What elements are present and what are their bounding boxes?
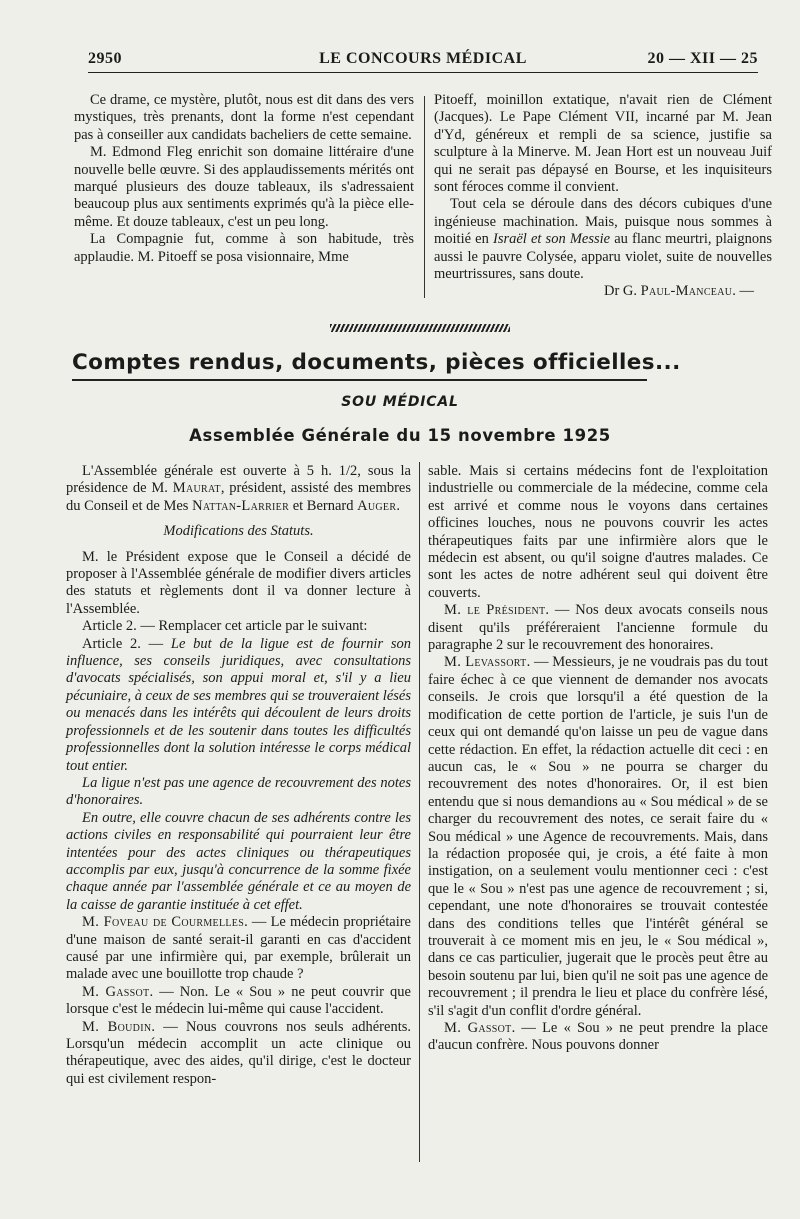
ornamental-rule	[330, 324, 510, 332]
minutes-paragraph: En outre, elle couvre chacun de ses adhérents contre les actions civiles en responsabilité qui pourraient leur être intentées pour des actes cliniques ou thérapeutiques accomplis par eux, jusqu'à concurrence de la somme fixée chaque année par l'assemblée générale et ce au moyen de la caisse de garantie instituée à cet effet.	[66, 809, 411, 913]
minutes-paragraph: M. Levassort. — Messieurs, je ne voudrais pas du tout faire échec à ce que viennent de demander nos avocats conseils. Je crois que lorsqu'il a été question de la modification de cette portion de l'article, je suis l'un de ceux qui ont demandé qu'on laisse un peu de vague dans cette rédaction. En effet, la rédaction actuelle dit ceci : en aucun cas, le « Sou » ne pourra se charger du recouvrement des notes d'honoraires. Or, il est bien entendu que si nous demandions au « Sou médical » de se charger du recouvrement des notes, ce serait faire du « Sou médical » une Agence de recouvrements. Mais, dans la rédaction proposée qui, je crois, a été faite à mon instigation, on a seulement voulu mentionner ceci : c'est que le « Sou » n'est pas une agence de recouvrement ; si, cependant, une note d'honoraires se trouvait contestée dans des conditions telles que l'intérêt général se trouverait à ce moment mis en jeu, le « Sou médical », dans ce cas particulier, jugerait que le procès peut être au besoin soutenu par lui, bien qu'il ne soit pas une agence de recouvrement ; il prendra le lieu et place du confrère lésé, s'il s'agit d'un conflit d'ordre général.	[428, 654, 768, 1019]
minutes-left-column	[66, 463, 411, 1088]
column-divider	[424, 96, 425, 298]
minutes-paragraph: L'Assemblée générale est ouverte à 5 h. 1/2, sous la présidence de M. Maurat, président, assisté des membres du Conseil et de Mes Nattan-Larrier et Bernard Auger.	[66, 463, 411, 514]
review-right-column	[434, 92, 772, 301]
minutes-paragraph: M. Gassot. — Le « Sou » ne peut prendre la place d'aucun confrère. Nous pouvons donner	[428, 1020, 768, 1054]
minutes-paragraph: sable. Mais si certains médecins font de l'exploitation industrielle ou commerciale de la médecine, comme cela est arrivé et comme nous le voyons dans certaines officines louches, nous ne pouvons couvrir les actes thérapeutiques faits par une infirmière alors que le médecin est absent, ou qu'il soigne d'autres malades. Ce sont les actes de notre adhérent seul qui doivent être couverts.	[428, 463, 768, 601]
minutes-paragraph: M. Foveau de Courmelles. — Le médecin propriétaire d'une maison de santé serait-il garanti en cas d'accident causé par une infirmière qui, par exemple, brûlerait un malade avec une bouillotte trop chaude ?	[66, 914, 411, 983]
minutes-paragraph: Article 2. — Remplacer cet article par le suivant:	[82, 618, 368, 635]
journal-title: LE CONCOURS MÉDICAL	[319, 50, 527, 67]
play-title: Israël et son Messie	[493, 231, 611, 248]
minutes-paragraph: M. Gassot. — Non. Le « Sou » ne peut couvrir que lorsque c'est le médecin lui-même qui cause l'accident.	[66, 983, 411, 1018]
modifications-heading: Modifications des Statuts.	[163, 523, 314, 540]
review-paragraph: Tout cela se déroule dans des décors cubiques d'une ingénieuse machination. Mais, puisque nous sommes à moitié en Israël et son Messie au flanc meurtri, plaignons aussi le pauvre Colysée, apparu violet, suite de nouvelles meurtrissures, sans doute.	[434, 196, 772, 283]
page-header	[88, 46, 758, 73]
author-signature: Dr G. Paul-Manceau. —	[603, 283, 754, 300]
section-title: Comptes rendus, documents, pièces officielles...	[72, 350, 681, 375]
minutes-paragraph: M. le Président. — Nos deux avocats conseils nous disent qu'ils préféreraient l'ancienne formule du paragraphe 2 sur le recouvrement des honoraires.	[428, 602, 768, 654]
minutes-paragraph: M. le Président expose que le Conseil a décidé de proposer à l'Assemblée générale de modifier divers articles des statuts et règlements dont il va donner lecture à l'Assemblée.	[66, 548, 411, 617]
review-paragraph: M. Edmond Fleg enrichit son domaine littéraire d'une nouvelle belle œuvre. Si des applaudissements mérités ont marqué plusieurs des douze tableaux, ils s'adressaient beaucoup plus aux sentiments exprimés qu'à la pièce elle-même. Et douze tableaux, c'est un peu long.	[74, 144, 414, 230]
meeting-title: Assemblée Générale du 15 novembre 1925	[189, 426, 611, 445]
review-paragraph: La Compagnie fut, comme à son habitude, très applaudie. M. Pitoeff se posa visionnaire, Mme	[74, 231, 414, 265]
minutes-paragraph: M. Boudin. — Nous couvrons nos seuls adhérents. Lorsqu'un médecin accomplit un acte clinique ou thérapeutique, avec des aides, qu'il dirige, c'est le docteur qui est civilement respon-	[66, 1018, 411, 1087]
column-divider	[419, 462, 420, 1162]
section-underline	[72, 379, 647, 381]
review-left-column	[74, 92, 414, 266]
review-paragraph: Ce drame, ce mystère, plutôt, nous est dit dans des vers mystiques, très prenants, dont la forme n'est cependant pas à conseiller aux candidats bacheliers de cette semaine.	[74, 92, 414, 143]
page-number: 2950	[88, 50, 122, 67]
minutes-right-column	[428, 463, 768, 1055]
minutes-paragraph: La ligue n'est pas une agence de recouvrement des notes d'honoraires.	[66, 774, 411, 809]
minutes-paragraph: Article 2. — Le but de la ligue est de fournir son influence, ses conseils juridiques, avec consultations d'avocats spécialisés, son appui moral et, s'il y a lieu pécuniaire, à ceux de ses membres qui se trouveraient lésés ou menacés dans les intérêts qui découlent de leurs droits professionnels et de les soutenir dans toutes les difficultés professionnelles dont la solution intéresse le corps médical tout entier.	[66, 635, 412, 774]
review-paragraph: Pitoeff, moinillon extatique, n'avait rien de Clément (Jacques). Le Pape Clément VII, incarné par M. Jean d'Yd, généreux et rempli de sa science, justifie sa sculpture à la Minerve. M. Jean Hort est un nouveau Juif qui ne serait pas dépaysé en Bourse, et les inquisiteurs sont féroces comme il convient.	[434, 92, 772, 196]
issue-date: 20 — XII — 25	[647, 50, 758, 67]
subsection-title: SOU MÉDICAL	[341, 394, 459, 410]
